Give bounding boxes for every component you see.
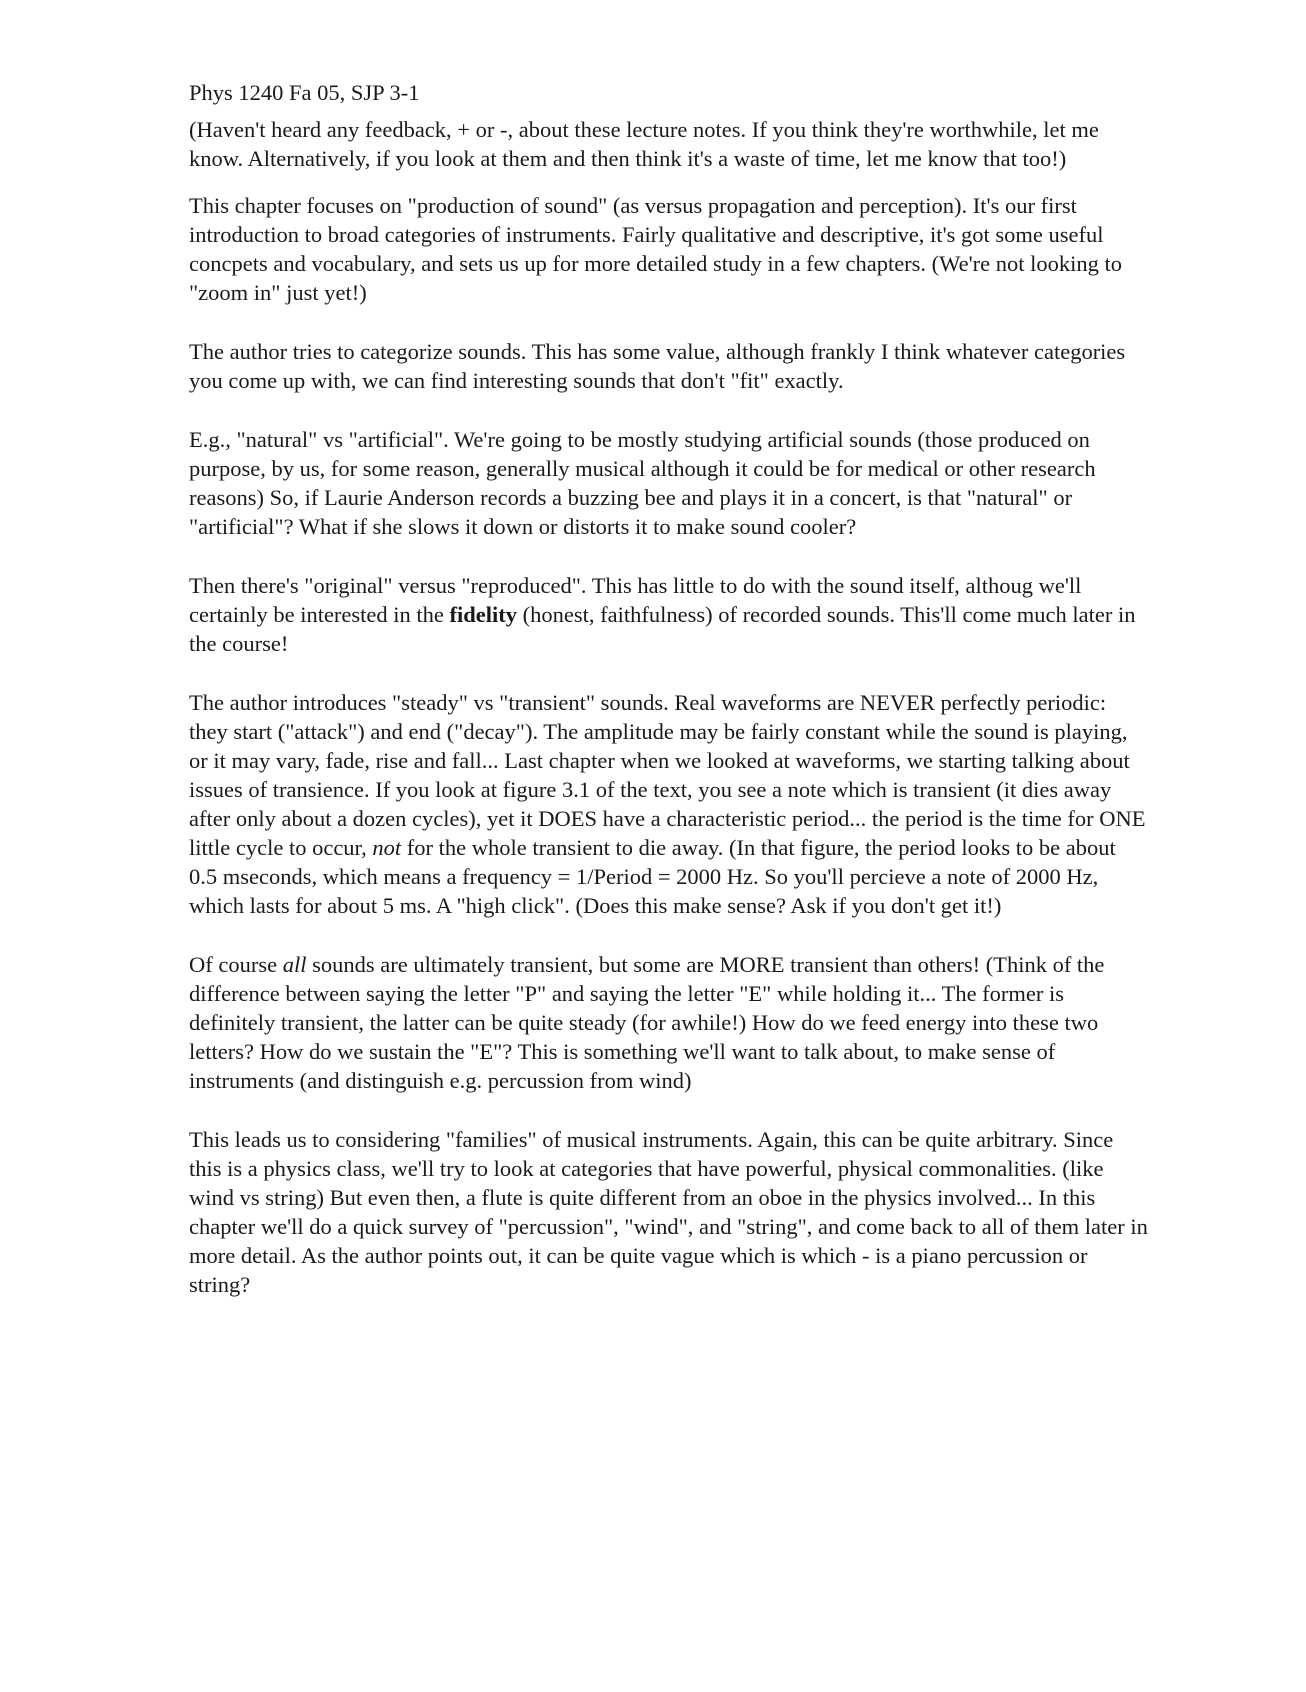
paragraph-feedback: (Haven't heard any feedback, + or -, about these lecture notes. If you think they're worthwhile, let me know. Alternatively, if you look at them and then think it's a waste of time, let me know that too!) [189,117,1099,171]
page-header: Phys 1240 Fa 05, SJP 3-1 [189,80,420,105]
paragraph-chapter-focus: This chapter focuses on "production of sound" (as versus propagation and perception). It's our first introduction to broad categories of instruments. Fairly qualitative and descriptive, it's got some useful concpets and vocabulary, and sets us up for more detailed study in a few chapters. (We're not looking to "zoom in" just yet!) [189,193,1123,305]
italic-term-all: all [282,952,307,977]
text-run: sounds are ultimately transient, but some are MORE transient than others! (Think of the difference between saying the letter "P" and saying the letter "E" while holding it... The former is definitely transient, the latter can be quite steady (for awhile!) How do we feed energy into these two letters? How do we sustain the "E"? This is something we'll want to talk about, to make sense of instruments (and distinguish e.g. percussion from wind) [189,952,1105,1093]
paragraph-original-reproduced [189,571,1149,658]
paragraph-natural-artificial: E.g., "natural" vs "artificial". We're going to be mostly studying artificial sounds (those produced on purpose, by us, for some reason, generally musical although it could be for medical or other research reasons) So, if Laurie Anderson records a buzzing bee and plays it in a concert, is that "natural" or "artificial"? What if she slows it down or distorts it to make sound cooler? [189,427,1096,539]
text-run: for the whole transient to die away. (In that figure, the period looks to be about 0.5 mseconds, which means a frequency = 1/Period = 2000 Hz. So you'll percieve a note of 2000 Hz, which lasts for about 5 ms. A "high click". (Does this make sense? Ask if you don't get it!) [189,835,1116,918]
paragraph-categorize: The author tries to categorize sounds. This has some value, although frankly I think whatever categories you come up with, we can find interesting sounds that don't "fit" exactly. [189,339,1126,393]
paragraph-families: This leads us to considering "families" of musical instruments. Again, this can be quite arbitrary. Since this is a physics class, we'll try to look at categories that have powerful, physical commonalities. (like wind vs string) But even then, a flute is quite different from an oboe in the physics involved... In this chapter we'll do a quick survey of "percussion", "wind", and "string", and come back to all of them later in more detail. As the author points out, it can be quite vague which is which - is a piano percussion or string? [189,1127,1148,1297]
paragraph-all-transient [189,950,1149,1095]
page-content [189,78,1149,1299]
text-run: The author introduces "steady" vs "transient" sounds. Real waveforms are NEVER perfectly periodic: they start ("attack") and end ("decay"). The amplitude may be fairly constant while the sound is playing, or it may vary, fade, rise and fall... Last chapter when we looked at waveforms, we starting talking about issues of transience. If you look at figure 3.1 of the text, you see a note which is transient (it dies away after only about a dozen cycles), yet it DOES have a characteristic period... the period is the time for ONE little cycle to occur, [189,690,1146,860]
text-run: Of course [189,952,283,977]
text-run: (honest, faithfulness) of recorded sounds. This'll come much later in the course! [189,602,1136,656]
paragraph-steady-transient [189,688,1149,920]
text-run: Then there's "original" versus "reproduced". This has little to do with the sound itself, althoug we'll certainly be interested in the [189,573,1082,627]
bold-term-fidelity: fidelity [449,602,518,627]
italic-term-not: not [372,835,402,860]
